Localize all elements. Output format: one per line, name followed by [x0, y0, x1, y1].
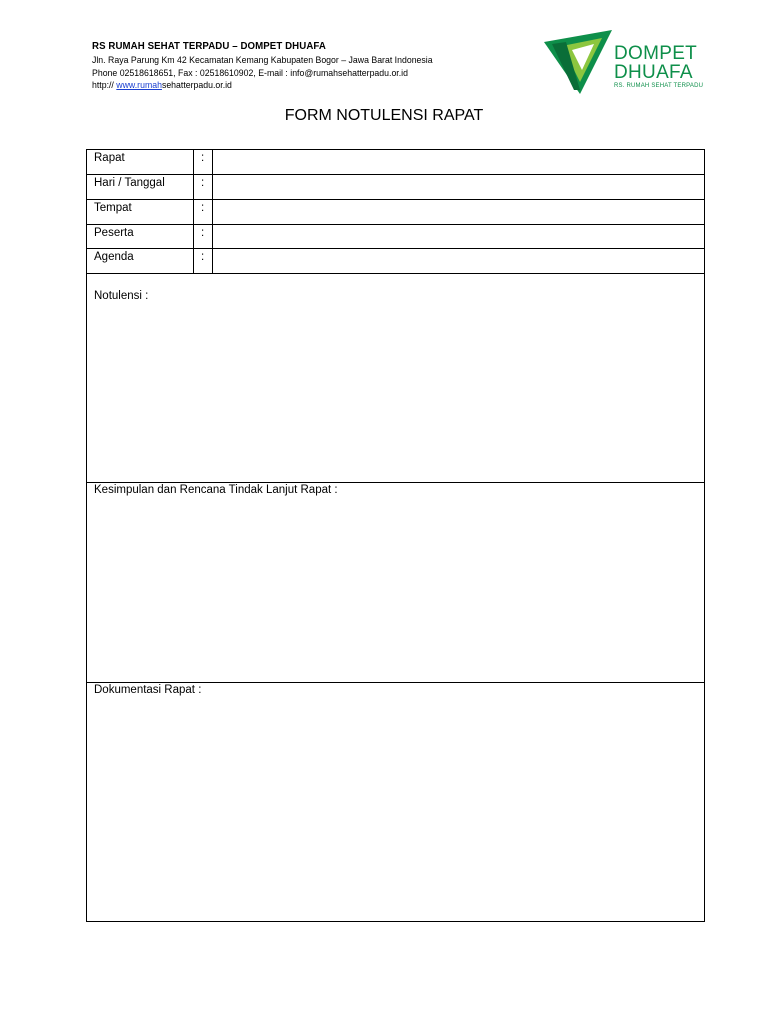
- organization-name: RS RUMAH SEHAT TERPADU – DOMPET DHUAFA: [92, 40, 326, 52]
- field-row-agenda[interactable]: [87, 249, 704, 274]
- website-suffix: sehatterpadu.or.id: [161, 80, 232, 91]
- logo-wordmark: [614, 44, 697, 82]
- address-line: Jln. Raya Parung Km 42 Kecamatan Kemang Kabupaten Bogor – Jawa Barat Indonesia: [92, 55, 433, 66]
- field-label: Tempat: [94, 202, 132, 214]
- logo-line-2: DHUAFA: [614, 62, 693, 83]
- field-label: Rapat: [94, 152, 125, 164]
- kesimpulan-section[interactable]: [87, 483, 704, 683]
- field-row-tempat[interactable]: [87, 200, 704, 225]
- kesimpulan-label: Kesimpulan dan Rencana Tindak Lanjut Rapat :: [94, 484, 338, 496]
- website-prefix: http://: [92, 80, 117, 91]
- field-colon: :: [201, 227, 205, 239]
- field-colon: :: [201, 202, 205, 214]
- field-row-peserta[interactable]: [87, 225, 704, 249]
- letterhead: [92, 40, 532, 93]
- field-label: Agenda: [94, 251, 134, 263]
- field-colon: :: [201, 152, 205, 164]
- contact-line: Phone 02518618651, Fax : 02518610902, E-mail : info@rumahsehatterpadu.or.id: [92, 67, 408, 79]
- website-link[interactable]: www.rumah: [116, 80, 162, 91]
- notulensi-section[interactable]: [87, 274, 704, 483]
- field-row-rapat[interactable]: [87, 150, 704, 175]
- field-label: Peserta: [94, 227, 134, 239]
- logo-mark-icon: [542, 30, 614, 96]
- notulensi-label: Notulensi :: [94, 290, 149, 302]
- field-row-hari-tanggal[interactable]: [87, 175, 704, 200]
- field-label: Hari / Tanggal: [94, 177, 165, 189]
- field-colon: :: [201, 251, 205, 263]
- logo-line-1: DOMPET: [614, 43, 698, 64]
- dokumentasi-section[interactable]: [87, 683, 704, 921]
- website-line: [92, 80, 497, 93]
- logo-subtitle: RS. RUMAH SEHAT TERPADU: [614, 83, 704, 89]
- field-colon: :: [201, 177, 205, 189]
- dokumentasi-label: Dokumentasi Rapat :: [94, 684, 202, 696]
- notulensi-form: [86, 149, 705, 922]
- dompet-dhuafa-logo: [540, 28, 710, 98]
- form-title: FORM NOTULENSI RAPAT: [284, 107, 484, 124]
